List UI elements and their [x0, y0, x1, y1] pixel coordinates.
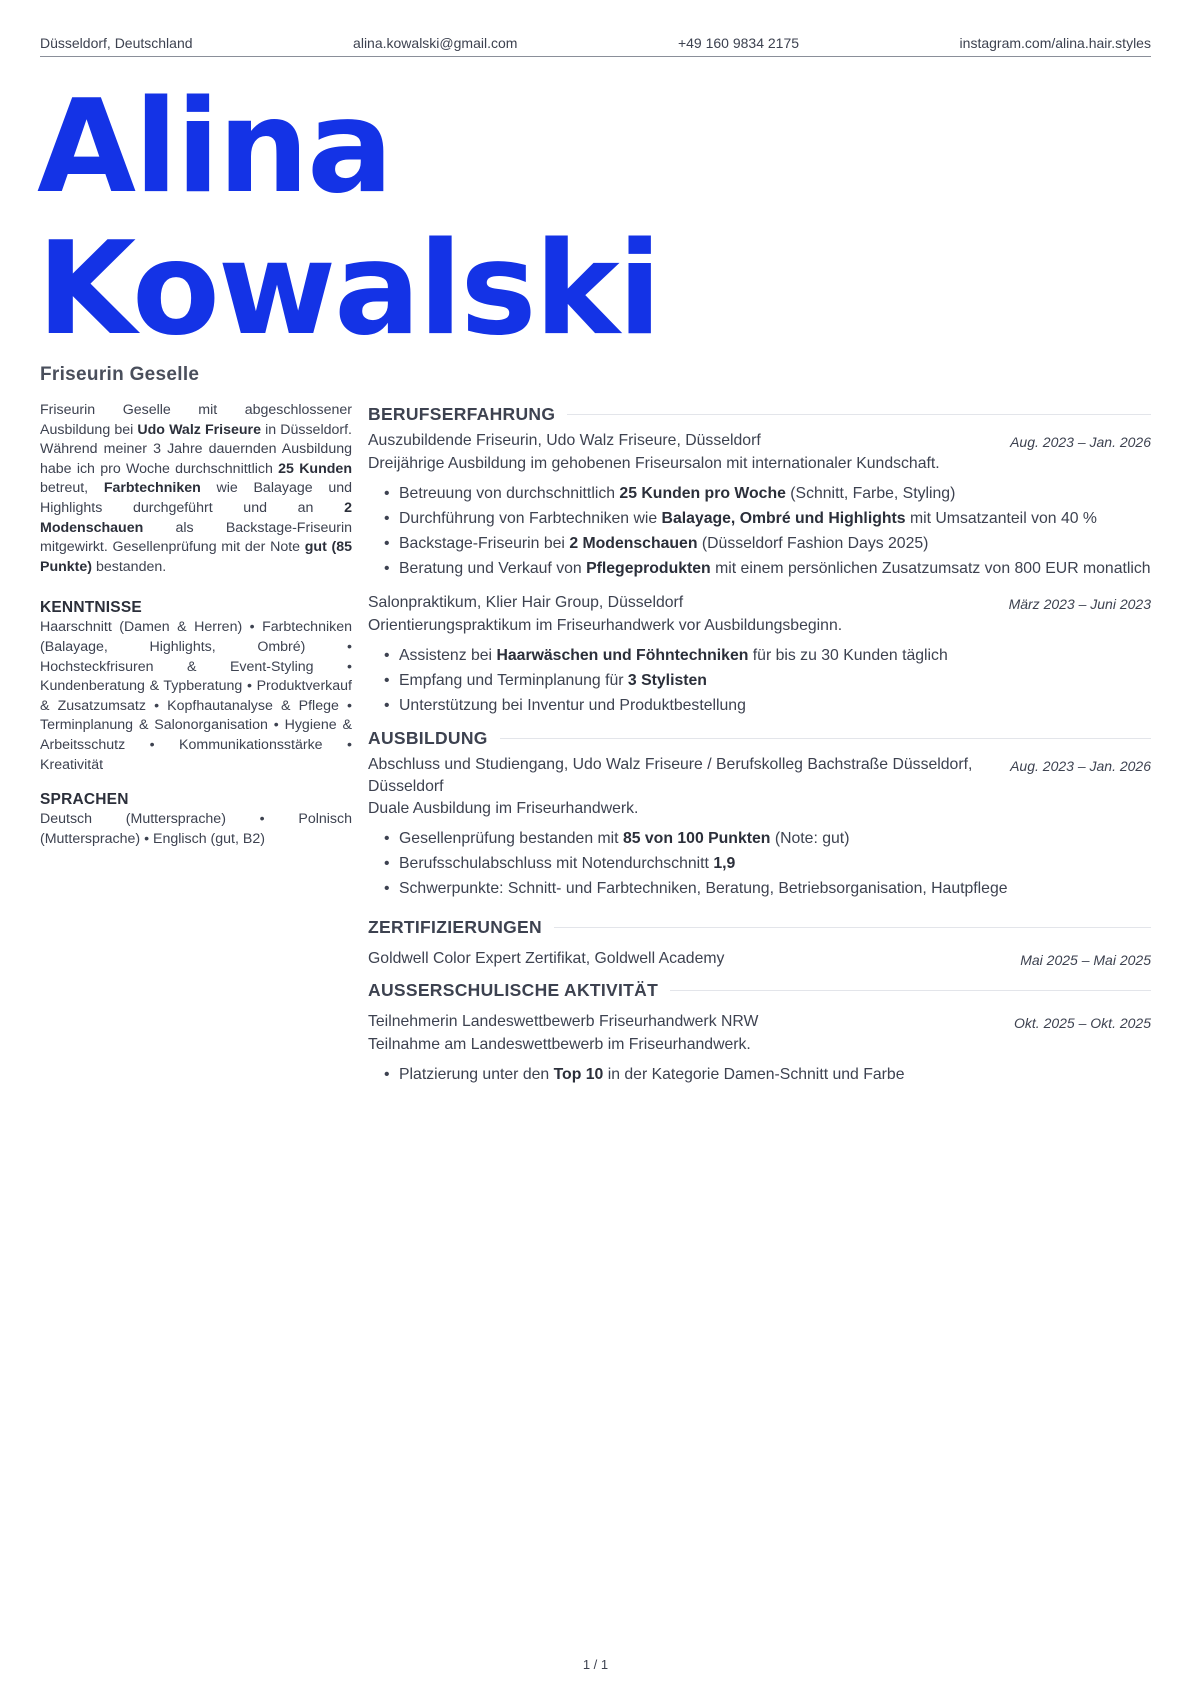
education-heading-label: AUSBILDUNG: [368, 728, 488, 748]
section-rule: [500, 738, 1151, 739]
bullet-text: Beratung und Verkauf von: [399, 560, 587, 577]
bullet-text: Schwerpunkte: Schnitt- und Farbtechniken, Beratung, Betriebsorganisation, Hautpflege: [399, 880, 1008, 897]
contact-email[interactable]: alina.kowalski@gmail.com: [353, 35, 518, 51]
languages-heading: SPRACHEN: [40, 791, 129, 809]
bullet-bold: 2 Modenschauen: [569, 535, 698, 552]
bullet-bold: Balayage, Ombré und Highlights: [661, 510, 906, 527]
bullet-text: Empfang und Terminplanung für: [399, 672, 628, 689]
education-entry: [368, 754, 1151, 900]
section-rule: [554, 927, 1151, 928]
entry-description: Teilnahme am Landeswettbewerb im Friseurhandwerk.: [368, 1036, 751, 1053]
bullet-bold: 85 von 100 Punkten: [622, 830, 771, 847]
bullet-text: (Note: gut): [770, 830, 850, 847]
section-rule: [670, 990, 1151, 991]
bullet-text: Platzierung unter den: [399, 1066, 554, 1083]
bullet-bold: 3 Stylisten: [627, 672, 707, 689]
first-name: Alina: [37, 73, 392, 222]
summary-text: [40, 401, 352, 577]
list-item: • Durchführung von Farbtechniken wie Balayage, Ombré und Highlights mit Umsatzanteil von 40 %: [384, 510, 1097, 527]
bullet-text: Gesellenprüfung bestanden mit: [399, 830, 623, 847]
entry-description: Dreijährige Ausbildung im gehobenen Friseursalon mit internationaler Kundschaft.: [368, 455, 940, 472]
skills-text: Haarschnitt (Damen & Herren) • Farbtechniken (Balayage, Highlights, Ombré) • Hochsteckfrisuren & Event-Styling • Kundenberatung & Typberatung • Produktverkauf & Zusatzumsatz • Kopfhautanalyse & Pflege • Terminplanung & Salonorganisation • Hygiene & Arbeitsschutz • Kommunikationsstärke • Kreativität: [40, 619, 352, 773]
education-heading: [368, 725, 1151, 751]
entry-date: Mai 2025 – Mai 2025: [1020, 952, 1151, 968]
bullet-text: (Düsseldorf Fashion Days 2025): [697, 535, 929, 552]
summary-bold: Farbtechniken: [103, 480, 201, 497]
bullet-text: mit Umsatzanteil von 40 %: [905, 510, 1097, 527]
summary-part: Friseurin Geselle mit abgeschlossener Ausbildung bei: [40, 402, 352, 438]
entry-title: Auszubildende Friseurin, Udo Walz Friseure, Düsseldorf: [368, 432, 761, 449]
resume-page: [37, 0, 1151, 1683]
entry-date: Aug. 2023 – Jan. 2026: [1010, 434, 1151, 450]
bullet-bold: Haarwäschen und Föhntechniken: [496, 647, 749, 664]
summary-bold: gut (85 Punkte): [40, 539, 352, 575]
contact-instagram[interactable]: instagram.com/alina.hair.styles: [959, 35, 1151, 51]
entry-date: März 2023 – Juni 2023: [1008, 596, 1151, 612]
entry-description: Duale Ausbildung im Friseurhandwerk.: [368, 800, 639, 817]
entry-date: Okt. 2025 – Okt. 2025: [1014, 1015, 1151, 1031]
sidebar: [40, 401, 352, 849]
contact-row: [40, 32, 1151, 54]
header-divider: [40, 56, 1151, 57]
summary-part: bestanden.: [92, 558, 167, 575]
list-item: • Schwerpunkte: Schnitt- und Farbtechniken, Beratung, Betriebsorganisation, Hautpflege: [384, 880, 1008, 897]
bullet-text: in der Kategorie Damen-Schnitt und Farbe: [603, 1066, 905, 1083]
main-content: [368, 401, 1151, 1089]
list-item: • Berufsschulabschluss mit Notendurchschnitt 1,9: [384, 855, 736, 872]
experience-heading-label: BERUFSERFAHRUNG: [368, 404, 556, 424]
bullet-text: für bis zu 30 Kunden täglich: [748, 647, 948, 664]
languages-text: Deutsch (Muttersprache) • Polnisch (Muttersprache) • Englisch (gut, B2): [40, 811, 352, 847]
bullet-text: Betreuung von durchschnittlich: [399, 485, 620, 502]
list-item: • Unterstützung bei Inventur und Produktbestellung: [384, 697, 746, 714]
summary-part: wie Balayage und Highlights durchgeführt und an: [40, 480, 352, 516]
list-item: • Platzierung unter den Top 10 in der Kategorie Damen-Schnitt und Farbe: [384, 1066, 905, 1083]
experience-entry: [368, 592, 1151, 717]
entry-title: Goldwell Color Expert Zertifikat, Goldwell Academy: [368, 950, 725, 967]
experience-entry: [368, 430, 1151, 580]
page-number: 1 / 1: [582, 1657, 609, 1672]
activities-heading: [368, 977, 1151, 1003]
bullet-list: [368, 828, 1151, 900]
entry-title: Abschluss und Studiengang, Udo Walz Friseure / Berufskolleg Bachstraße Düsseldorf, Düsseldorf: [368, 756, 973, 795]
activity-entry: [368, 1011, 1151, 1086]
entry-description: Orientierungspraktikum im Friseurhandwerk vor Ausbildungsbeginn.: [368, 617, 843, 634]
summary-bold: Udo Walz Friseure: [137, 421, 261, 438]
list-item: • Backstage-Friseurin bei 2 Modenschauen (Düsseldorf Fashion Days 2025): [384, 535, 929, 552]
bullet-bold: Top 10: [553, 1066, 604, 1083]
summary-part: betreut,: [40, 480, 104, 497]
summary-bold: 2 Modenschauen: [40, 499, 352, 536]
bullet-text: Assistenz bei: [399, 647, 497, 664]
bullet-bold: 25 Kunden pro Woche: [619, 485, 786, 502]
summary-part: in Düsseldorf. Während meiner 3 Jahre dauernden Ausbildung habe ich pro Woche durchschnittlich: [40, 421, 352, 477]
list-item: • Assistenz bei Haarwäschen und Föhntechniken für bis zu 30 Kunden täglich: [384, 647, 948, 664]
section-rule: [567, 414, 1151, 415]
entry-date: Aug. 2023 – Jan. 2026: [1010, 758, 1151, 774]
list-item: • Betreuung von durchschnittlich 25 Kunden pro Woche (Schnitt, Farbe, Styling): [384, 485, 956, 502]
contact-location: Düsseldorf, Deutschland: [40, 35, 193, 51]
bullet-text: Durchführung von Farbtechniken wie: [399, 510, 662, 527]
list-item: • Beratung und Verkauf von Pflegeprodukten mit einem persönlichen Zusatzumsatz von 800 EUR monatlich: [384, 560, 1151, 577]
bullet-text: Backstage-Friseurin bei: [399, 535, 570, 552]
bullet-list: [368, 1064, 1151, 1086]
bullet-text: Unterstützung bei Inventur und Produktbestellung: [399, 697, 746, 714]
job-title: Friseurin Geselle: [40, 364, 200, 385]
certificates-heading-label: ZERTIFIZIERUNGEN: [368, 917, 542, 937]
bullet-bold: Pflegeprodukten: [586, 560, 711, 577]
experience-heading: [368, 401, 1151, 427]
skills-heading: KENNTNISSE: [40, 599, 142, 617]
certificate-entry: [368, 948, 1151, 971]
bullet-bold: 1,9: [713, 855, 736, 872]
summary-part: als Backstage-Friseurin mitgewirkt. Gesellenprüfung mit der Note: [40, 519, 352, 556]
summary-bold: 25 Kunden: [278, 460, 352, 477]
contact-phone[interactable]: +49 160 9834 2175: [677, 35, 800, 51]
list-item: • Gesellenprüfung bestanden mit 85 von 100 Punkten (Note: gut): [384, 830, 850, 847]
bullet-text: mit einem persönlichen Zusatzumsatz von 800 EUR monatlich: [710, 560, 1151, 577]
bullet-list: [368, 483, 1151, 580]
bullet-text: (Schnitt, Farbe, Styling): [785, 485, 956, 502]
bullet-list: [368, 645, 1151, 717]
entry-title: Teilnehmerin Landeswettbewerb Friseurhandwerk NRW: [368, 1013, 759, 1030]
activities-heading-label: AUSSERSCHULISCHE AKTIVITÄT: [368, 980, 659, 1000]
entry-title: Salonpraktikum, Klier Hair Group, Düsseldorf: [368, 594, 684, 611]
list-item: • Empfang und Terminplanung für 3 Stylisten: [384, 672, 707, 689]
bullet-text: Berufsschulabschluss mit Notendurchschnitt: [399, 855, 714, 872]
last-name: Kowalski: [37, 215, 660, 364]
certificates-heading: [368, 914, 1151, 940]
